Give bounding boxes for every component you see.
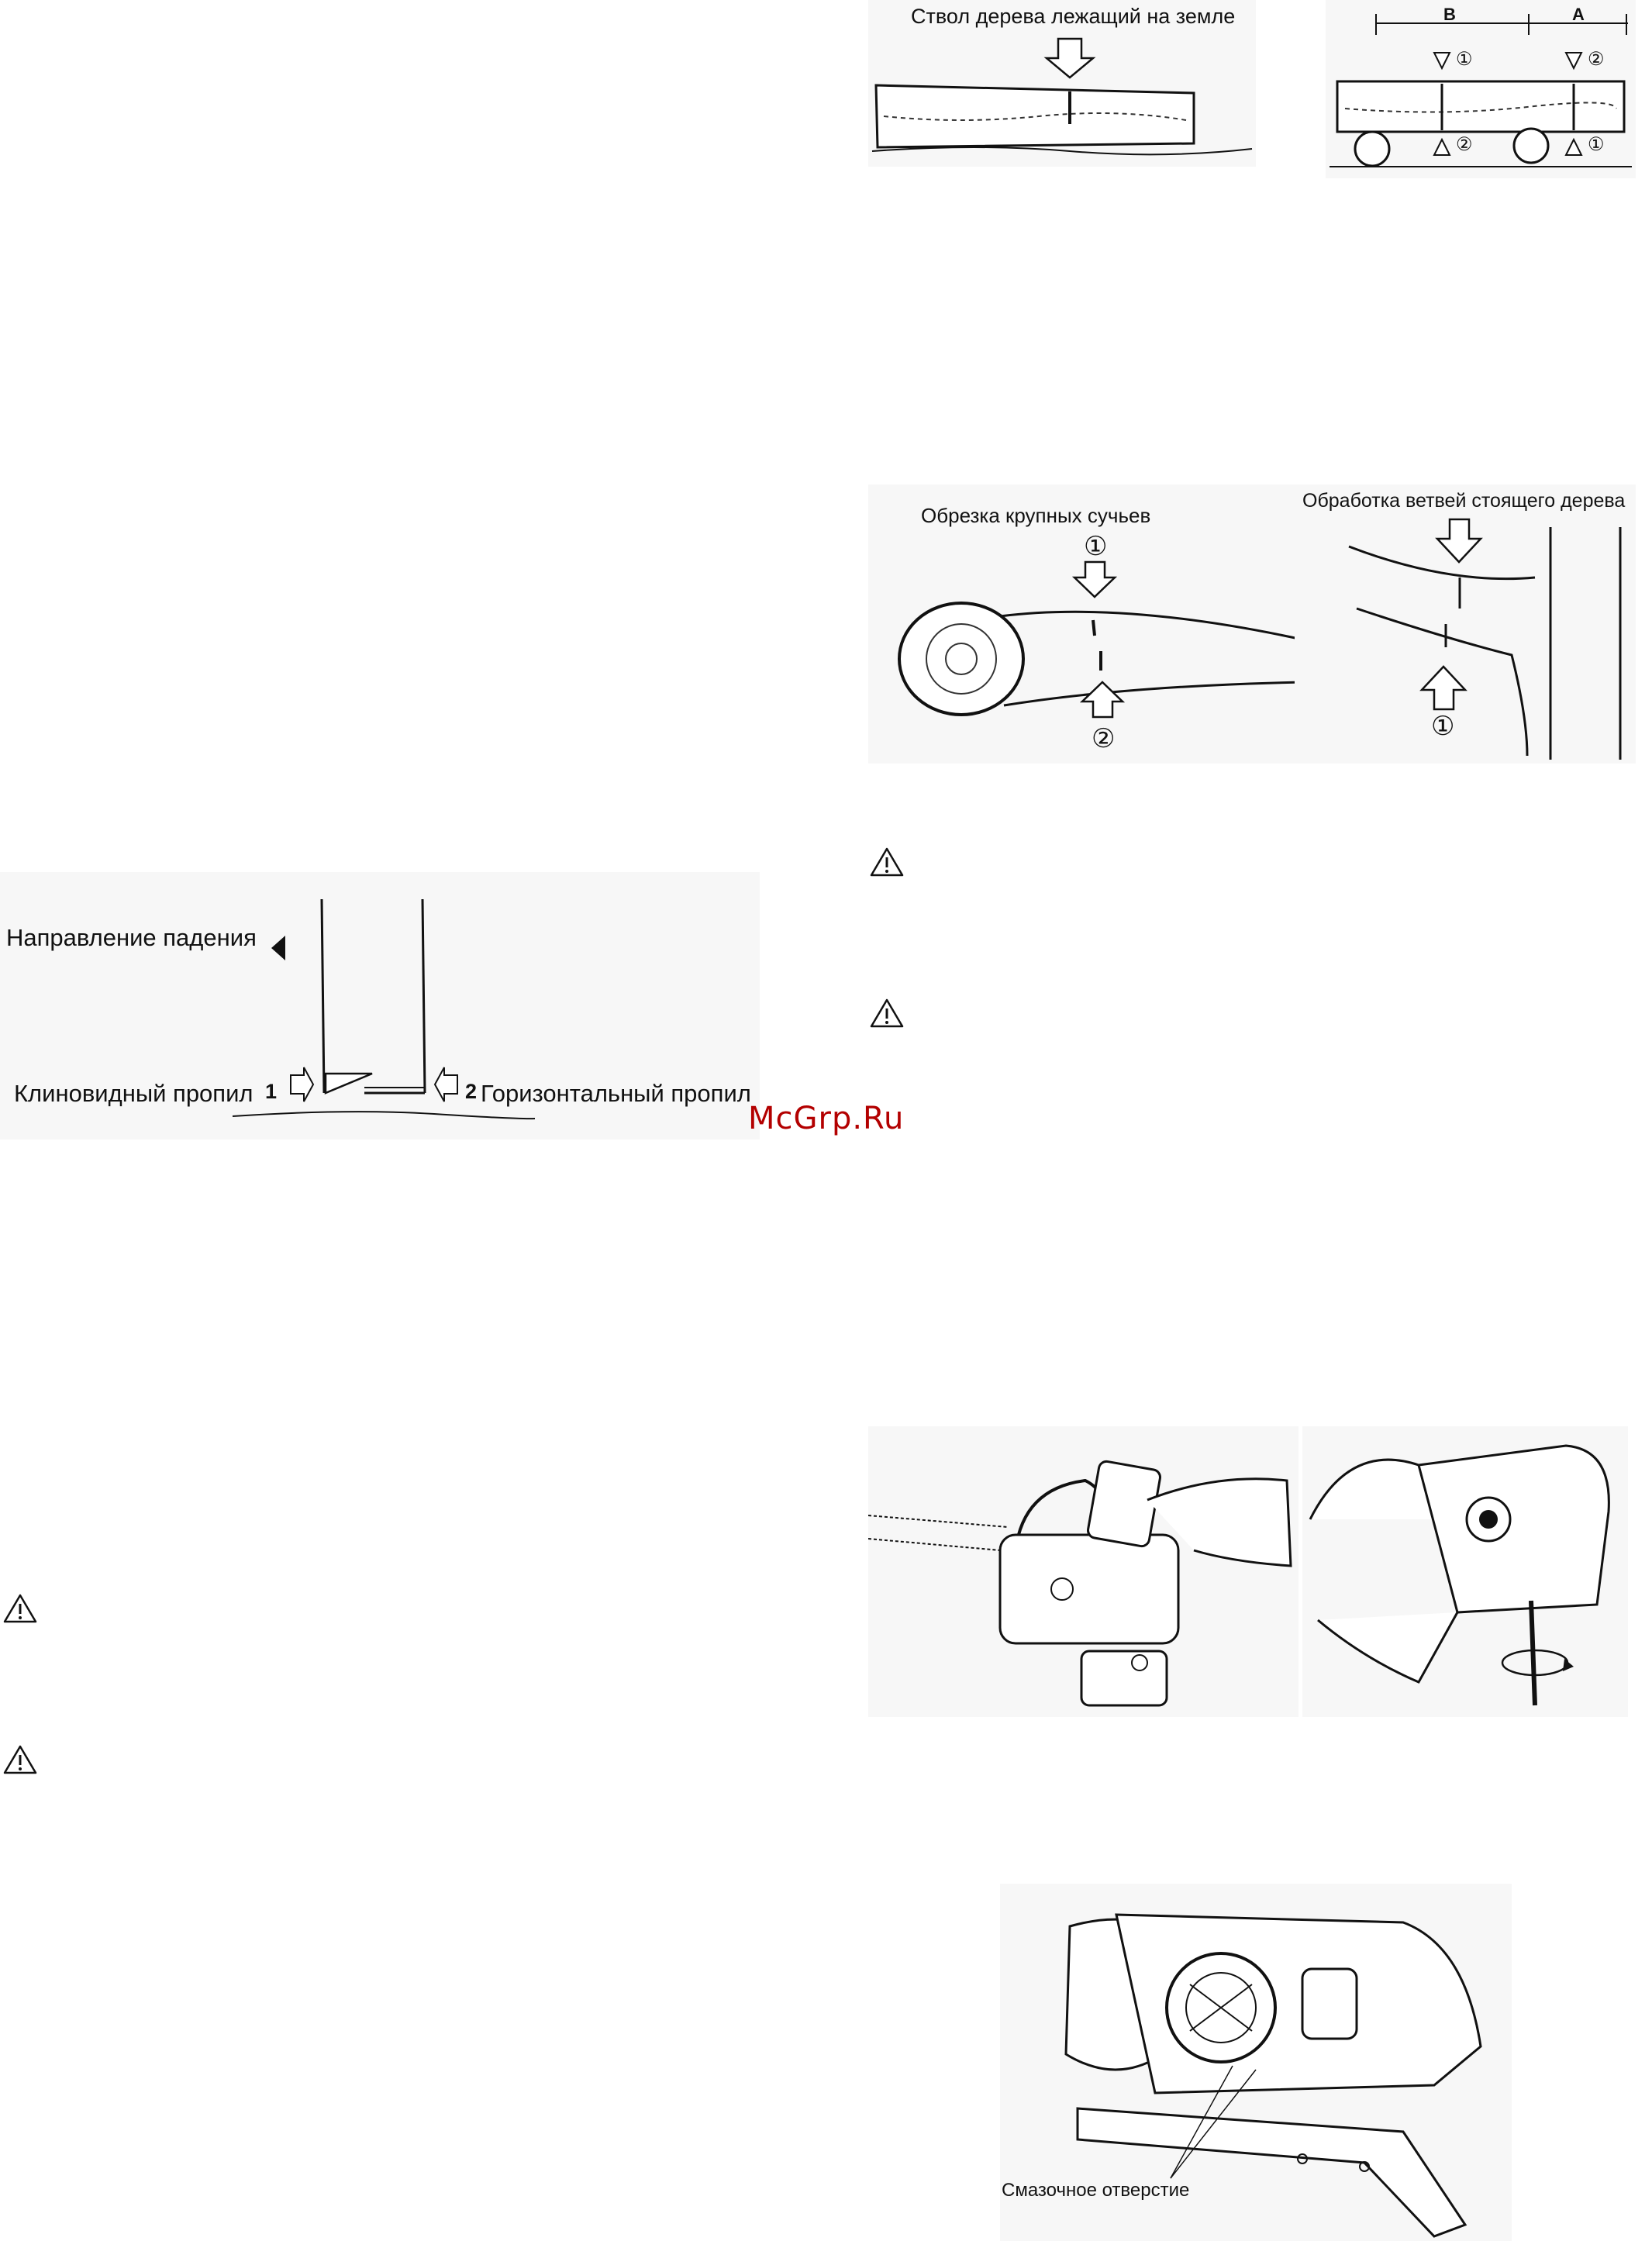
cut-mark-2-top-a: ② — [1588, 49, 1605, 70]
cut-mark-1-top-b: ① — [1456, 49, 1473, 70]
wedge-cut-number: 1 — [265, 1080, 278, 1103]
warning-icon — [870, 846, 904, 877]
large-branches-mark-1: ① — [1084, 532, 1108, 561]
log-on-ground-caption: Ствол дерева лежащий на земле — [911, 5, 1236, 28]
standing-tree-mark-1: ① — [1431, 712, 1455, 741]
dimension-b-label: B — [1443, 5, 1456, 24]
standing-tree-drawing — [1295, 484, 1636, 764]
figure-large-branches — [868, 484, 1349, 764]
wedge-cut-label: Клиновидный пропил — [14, 1080, 253, 1107]
warning-icon — [870, 998, 904, 1029]
dimension-a-label: A — [1572, 5, 1585, 24]
figure-log-on-ground — [868, 0, 1256, 167]
cut-mark-1-bottom-a: ① — [1588, 134, 1605, 155]
cut-mark-2-bottom-b: ② — [1456, 134, 1473, 155]
figure-felling — [0, 872, 760, 1139]
figure-standing-tree — [1295, 484, 1636, 764]
screwdriver-drawing — [1302, 1426, 1628, 1717]
chainsaw-cover-drawing — [868, 1426, 1298, 1717]
large-branches-caption: Обрезка крупных сучьев — [921, 504, 1151, 527]
warning-icon — [3, 1593, 37, 1624]
figure-oil-hole — [1000, 1884, 1512, 2241]
figure-chainsaw-cover-removal — [868, 1426, 1298, 1717]
horizontal-cut-label: Горизонтальный пропил — [481, 1080, 751, 1107]
large-branches-mark-2: ② — [1092, 724, 1116, 753]
oil-hole-caption: Смазочное отверстие — [1002, 2180, 1190, 2201]
watermark: McGrp.Ru — [748, 1101, 905, 1136]
figure-screwdriver — [1302, 1426, 1628, 1717]
horizontal-cut-number: 2 — [465, 1080, 478, 1103]
standing-tree-caption: Обработка ветвей стоящего дерева — [1302, 490, 1626, 512]
figure-log-supported — [1326, 0, 1636, 178]
warning-icon — [3, 1744, 37, 1775]
fall-direction-label: Направление падения — [6, 924, 257, 951]
